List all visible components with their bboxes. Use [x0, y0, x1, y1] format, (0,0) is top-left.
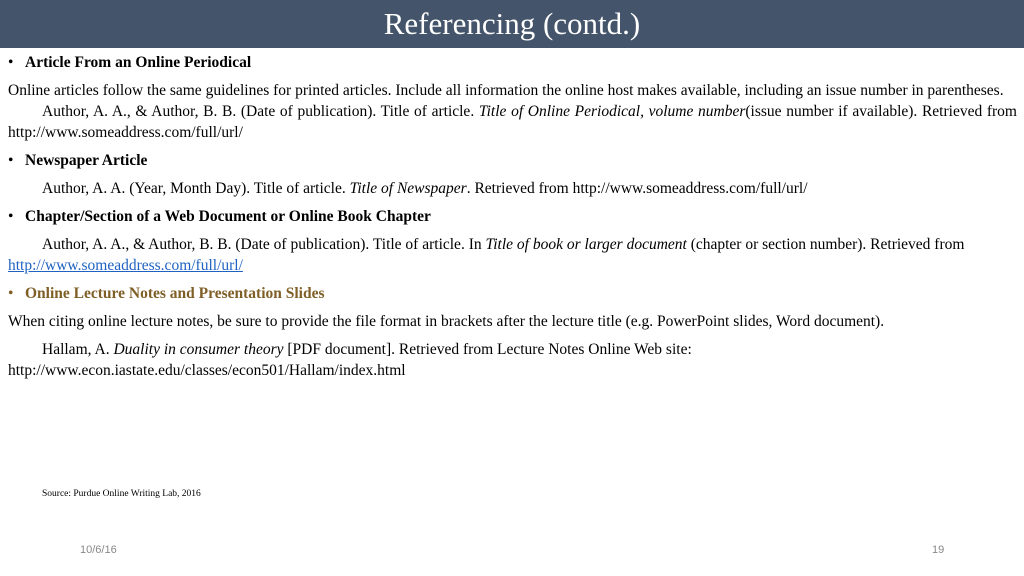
example-text: Hallam, A.	[42, 341, 114, 358]
heading-text: Online Lecture Notes and Presentation Slides	[25, 285, 325, 302]
example-text: . Retrieved from http://www.someaddress.com/full/url/	[466, 180, 808, 197]
online-periodical-description: Online articles follow the same guidelines for printed articles. Include all information the online host makes available, including an issue number in parentheses.	[8, 82, 1004, 99]
heading-text: Chapter/Section of a Web Document or Online Book Chapter	[25, 208, 431, 225]
lecture-notes-description: When citing online lecture notes, be sure to provide the file format in brackets after the lecture title (e.g. PowerPoint slides, Word document).	[8, 313, 885, 330]
heading-web-document	[8, 206, 1017, 227]
slide-title: Referencing (contd.)	[383, 6, 641, 41]
heading-text: Article From an Online Periodical	[25, 54, 252, 71]
example-text: Author, A. A. (Year, Month Day). Title of article.	[42, 180, 350, 197]
example-text: (issue number if available). Retrieved from http://www.someaddress.com/full/url/	[8, 103, 1017, 141]
example-italic: Title of book or larger document	[485, 236, 687, 253]
web-document-example	[8, 234, 1017, 276]
bullet-icon: •	[8, 152, 14, 169]
bullet-icon: •	[8, 54, 14, 71]
example-italic: Title of Online Periodical, volume number	[478, 103, 746, 120]
bullet-icon: •	[8, 208, 14, 225]
heading-online-periodical	[8, 52, 1017, 73]
slide-content	[8, 52, 1017, 381]
example-italic: Duality in consumer theory	[113, 341, 284, 358]
example-text: [PDF document]. Retrieved from Lecture Notes Online Web site: http://www.econ.iastate.edu/classes/econ501/Hallam/index.html	[8, 341, 692, 379]
example-italic: Title of Newspaper	[349, 180, 467, 197]
online-periodical-example	[8, 101, 1017, 143]
example-text: Author, A. A., & Author, B. B. (Date of publication). Title of article.	[42, 103, 479, 120]
heading-lecture-notes	[8, 283, 1017, 304]
page-number: 19	[932, 544, 945, 556]
lecture-notes-example	[8, 339, 1017, 381]
example-link[interactable]: http://www.someaddress.com/full/url/	[8, 257, 243, 274]
footer-date: 10/6/16	[80, 544, 117, 556]
heading-newspaper	[8, 150, 1017, 171]
heading-text: Newspaper Article	[25, 152, 148, 169]
example-text: Author, A. A., & Author, B. B. (Date of publication). Title of article. In	[42, 236, 486, 253]
bullet-icon: •	[8, 285, 14, 302]
example-text: (chapter or section number). Retrieved from	[686, 236, 965, 253]
title-bar	[0, 0, 1024, 48]
newspaper-example	[8, 178, 1017, 199]
source-note: Source: Purdue Online Writing Lab, 2016	[42, 489, 201, 499]
